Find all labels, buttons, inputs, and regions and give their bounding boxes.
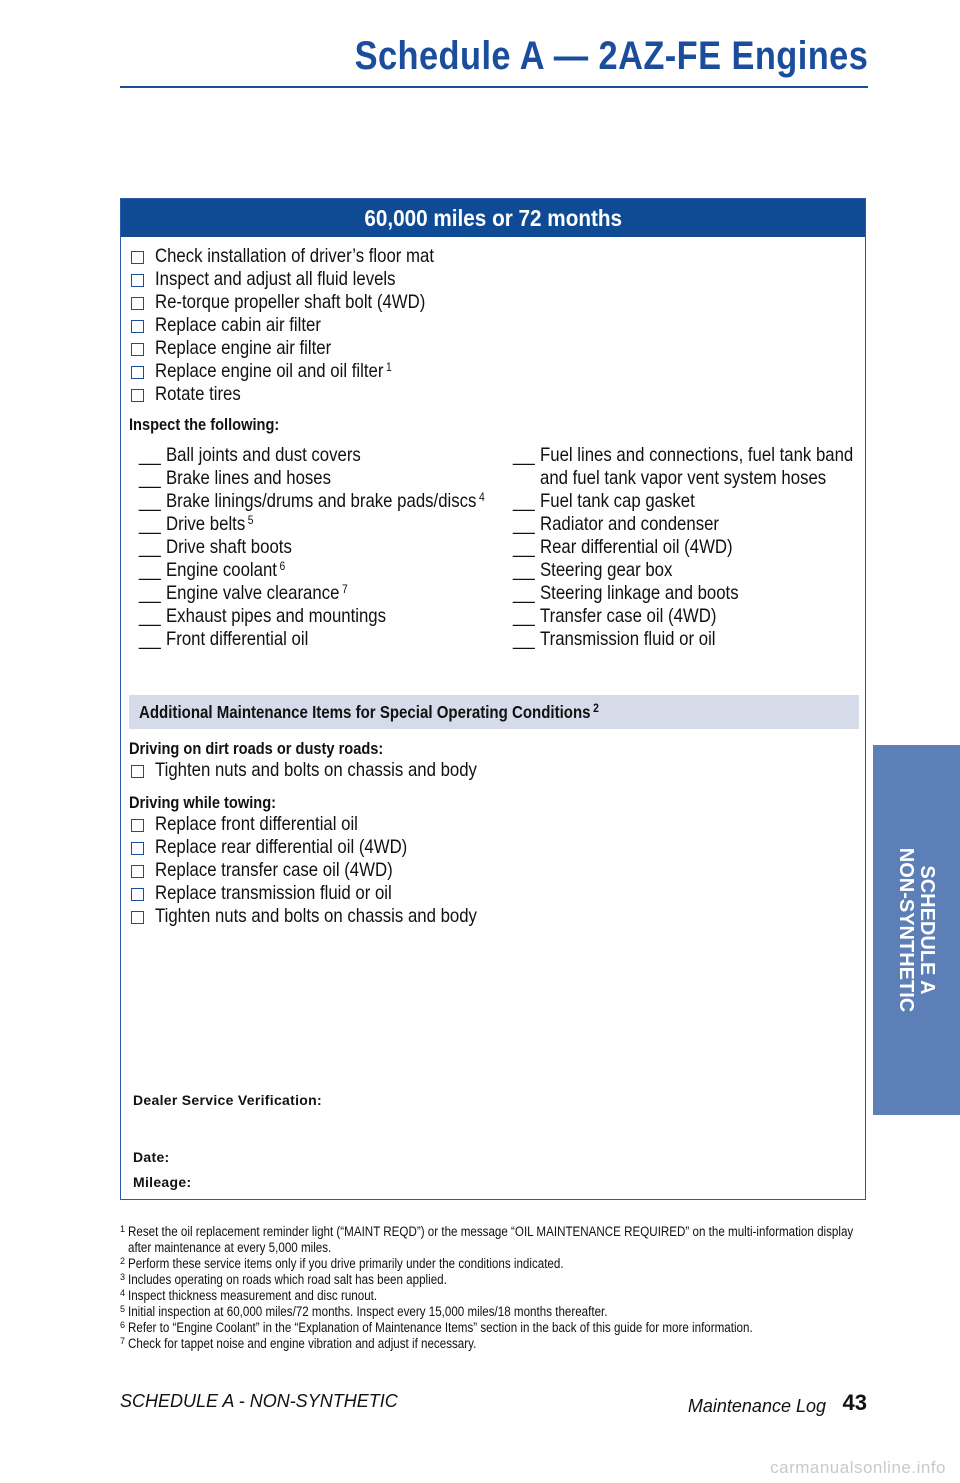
inspect-item [139,490,499,513]
inspect-blank[interactable]: __ [513,536,535,558]
inspect-item [139,605,499,628]
inspect-item [139,559,499,582]
inspect-item [139,582,499,605]
inspect-blank[interactable]: __ [139,444,161,466]
inspect-blank[interactable]: __ [139,490,161,512]
inspect-item-label [166,444,510,467]
footnote [120,1336,870,1352]
checklist-item[interactable] [131,905,529,928]
inspect-item-text: Steering linkage and boots [540,582,739,604]
inspect-item [513,490,853,513]
side-tab-label [895,848,937,1012]
inspect-label-text: Inspect the following: [129,415,280,434]
checklist-item[interactable] [131,360,479,383]
inspect-item [513,582,853,605]
date-label: Date: [133,1149,170,1165]
inspect-blank[interactable]: __ [513,605,535,627]
interval-header [121,199,865,237]
inspect-item-text: Steering gear box [540,559,673,581]
inspect-item [139,513,499,536]
footnote [120,1288,870,1304]
towing-checklist [131,813,529,928]
inspect-item [513,513,853,536]
inspect-item-text: Fuel lines and connections, fuel tank band and fuel tank vapor vent system hoses [540,444,854,489]
towing-label-text: Driving while towing: [129,793,277,812]
inspect-item-label [540,536,884,559]
footnote [120,1320,870,1336]
inspect-blank[interactable]: __ [513,490,535,512]
footnotes [120,1224,870,1352]
checkbox-icon[interactable] [131,274,144,287]
footnote-number: 7 [120,1336,126,1346]
checkbox-icon[interactable] [131,888,144,901]
inspect-item-text: Fuel tank cap gasket [540,490,695,512]
inspect-item-label [540,559,884,582]
checklist-item-label: Check installation of driver’s floor mat [155,245,435,267]
footnote-ref: 7 [341,582,348,596]
checklist-item-label: Replace transfer case oil (4WD) [155,859,393,881]
footnote [120,1272,870,1288]
footnote-number: 6 [120,1320,126,1330]
maintenance-interval-box [120,198,866,1200]
inspect-blank[interactable]: __ [139,628,161,650]
inspect-label [129,415,304,435]
inspect-item-text: Brake linings/drums and brake pads/discs [166,490,477,512]
inspect-item-text: Brake lines and hoses [166,467,332,489]
watermark: carmanualsonline.info [770,1458,946,1477]
towing-label [129,793,300,813]
checklist-item-label: Rotate tires [155,383,241,405]
checklist-item-label: Replace front differential oil [155,813,358,835]
inspect-item-text: Drive belts [166,513,246,535]
checklist-item-label: Tighten nuts and bolts on chassis and body [155,759,477,781]
checklist-item-text: Replace engine oil and oil filter [155,360,384,382]
footer-section-name: SCHEDULE A - NON-SYNTHETIC [120,1391,398,1411]
inspect-item-label [166,536,510,559]
checklist-item[interactable] [131,337,479,360]
inspect-item [513,444,853,490]
inspect-item-label [166,513,510,536]
inspect-item-text: Exhaust pipes and mountings [166,605,387,627]
dealer-verification-label: Dealer Service Verification: [133,1092,322,1108]
inspect-list-left [139,444,499,651]
title-divider [120,86,868,88]
inspect-item-text: Radiator and condenser [540,513,720,535]
interval-header-text: 60,000 miles or 72 months [364,205,622,231]
footnote-text: Refer to “Engine Coolant” in the “Explanation of Maintenance Items” section in the back of this guide for more information. [128,1320,753,1335]
checklist-item-label: Replace transmission fluid or oil [155,882,392,904]
footnote-number: 2 [120,1256,126,1266]
checkbox-icon[interactable] [131,842,144,855]
inspect-item [513,605,853,628]
footnote-number: 1 [120,1224,126,1234]
checkbox-icon[interactable] [131,251,144,264]
footnote-ref: 6 [279,559,286,573]
checklist-item[interactable] [131,314,479,337]
inspect-item [513,559,853,582]
additional-items-header [129,695,859,729]
inspect-item-label [540,582,884,605]
inspect-item-label [166,559,510,582]
checkbox-icon[interactable] [131,343,144,356]
footnote [120,1256,870,1272]
side-tab-line-1: SCHEDULE A [916,865,938,995]
inspect-blank[interactable]: __ [139,536,161,558]
footnote-text: Check for tappet noise and engine vibration and adjust if necessary. [128,1336,477,1351]
inspect-blank[interactable]: __ [139,605,161,627]
page-number: 43 [842,1390,867,1415]
inspect-item-text: Ball joints and dust covers [166,444,361,466]
inspect-blank[interactable]: __ [513,582,535,604]
checkbox-icon[interactable] [131,819,144,832]
checklist-item[interactable] [131,836,529,859]
footnote-ref: 1 [385,360,392,374]
inspect-blank[interactable]: __ [139,559,161,581]
inspect-item-label [166,490,510,513]
footnote-ref: 2 [593,701,599,715]
footnote-text: Reset the oil replacement reminder light (“MAINT REQD”) or the message “OIL MAINTENANCE REQUIRED” on the multi-information display after maintenance at every 5,000 miles. [128,1224,854,1255]
footnote-ref: 5 [247,513,254,527]
inspect-blank[interactable]: __ [139,467,161,489]
inspect-item-text: Engine valve clearance [166,582,340,604]
checklist-item[interactable] [131,245,479,268]
inspect-item-label [166,467,510,490]
inspect-item-text: Drive shaft boots [166,536,292,558]
inspect-blank[interactable]: __ [513,513,535,535]
checklist-item-label: Inspect and adjust all fluid levels [155,268,396,290]
checkbox-icon[interactable] [131,297,144,310]
checkbox-icon[interactable] [131,389,144,402]
checklist-item-label: Replace cabin air filter [155,314,321,336]
inspect-item [139,628,499,651]
footnote [120,1224,870,1256]
footnote-number: 5 [120,1304,126,1314]
checkbox-icon[interactable] [131,320,144,333]
additional-items-title [139,695,599,729]
inspect-item-label [166,628,510,651]
inspect-item [139,536,499,559]
checklist-item[interactable] [131,383,479,406]
footer-book-title: Maintenance Log [687,1396,826,1416]
inspect-item [513,536,853,559]
footnote-text: Perform these service items only if you drive primarily under the conditions indicated. [128,1256,564,1271]
inspect-item [139,467,499,490]
inspect-item-text: Transmission fluid or oil [540,628,716,650]
inspect-item-label [540,628,884,651]
mileage-label: Mileage: [133,1174,192,1190]
side-tab-line-2: NON-SYNTHETIC [895,847,917,1013]
checklist-item-label: Replace rear differential oil (4WD) [155,836,408,858]
inspect-item-text: Engine coolant [166,559,277,581]
inspect-blank[interactable]: __ [513,444,535,466]
checklist-item-label: Re-torque propeller shaft bolt (4WD) [155,291,426,313]
footnote-ref: 4 [478,490,485,504]
inspect-item-text: Rear differential oil (4WD) [540,536,733,558]
inspect-item-label [540,490,884,513]
inspect-blank[interactable]: __ [139,513,161,535]
checkbox-icon[interactable] [131,865,144,878]
inspect-blank[interactable]: __ [513,559,535,581]
checklist-item-label: Replace engine air filter [155,337,332,359]
checklist-item[interactable] [131,859,529,882]
inspect-item-text: Transfer case oil (4WD) [540,605,717,627]
service-checklist [131,245,479,406]
checklist-item[interactable] [131,813,529,836]
section-side-tab[interactable] [873,745,960,1115]
inspect-list-right [513,444,853,651]
footnote-number: 3 [120,1272,126,1282]
inspect-item [139,444,499,467]
checkbox-icon[interactable] [131,911,144,924]
inspect-item-label [540,444,884,490]
inspect-item-label [540,605,884,628]
checkbox-icon[interactable] [131,366,144,379]
inspect-item-label [166,582,510,605]
inspect-item-text: Front differential oil [166,628,309,650]
checklist-item-label: Tighten nuts and bolts on chassis and body [155,905,477,927]
dusty-roads-checklist [131,759,529,782]
footnote-text: Inspect thickness measurement and disc runout. [128,1288,378,1303]
checklist-item[interactable] [131,268,479,291]
footnote-text: Includes operating on roads which road salt has been applied. [128,1272,447,1287]
inspect-item-label [166,605,510,628]
inspect-item [513,628,853,651]
inspect-blank[interactable]: __ [139,582,161,604]
additional-items-title-text: Additional Maintenance Items for Special Operating Conditions [139,702,591,722]
checklist-item[interactable] [131,759,529,782]
dusty-roads-label-text: Driving on dirt roads or dusty roads: [129,739,384,758]
checkbox-icon[interactable] [131,765,144,778]
footnote [120,1304,870,1320]
inspect-item-label [540,513,884,536]
checklist-item[interactable] [131,291,479,314]
inspect-blank[interactable]: __ [513,628,535,650]
page-title: Schedule A — 2AZ-FE Engines [354,34,868,78]
checklist-item[interactable] [131,882,529,905]
dusty-roads-label [129,739,425,759]
checklist-item-label [155,360,392,383]
footnote-number: 4 [120,1288,126,1298]
footnote-text: Initial inspection at 60,000 miles/72 months. Inspect every 15,000 miles/18 months thereafter. [128,1304,608,1319]
